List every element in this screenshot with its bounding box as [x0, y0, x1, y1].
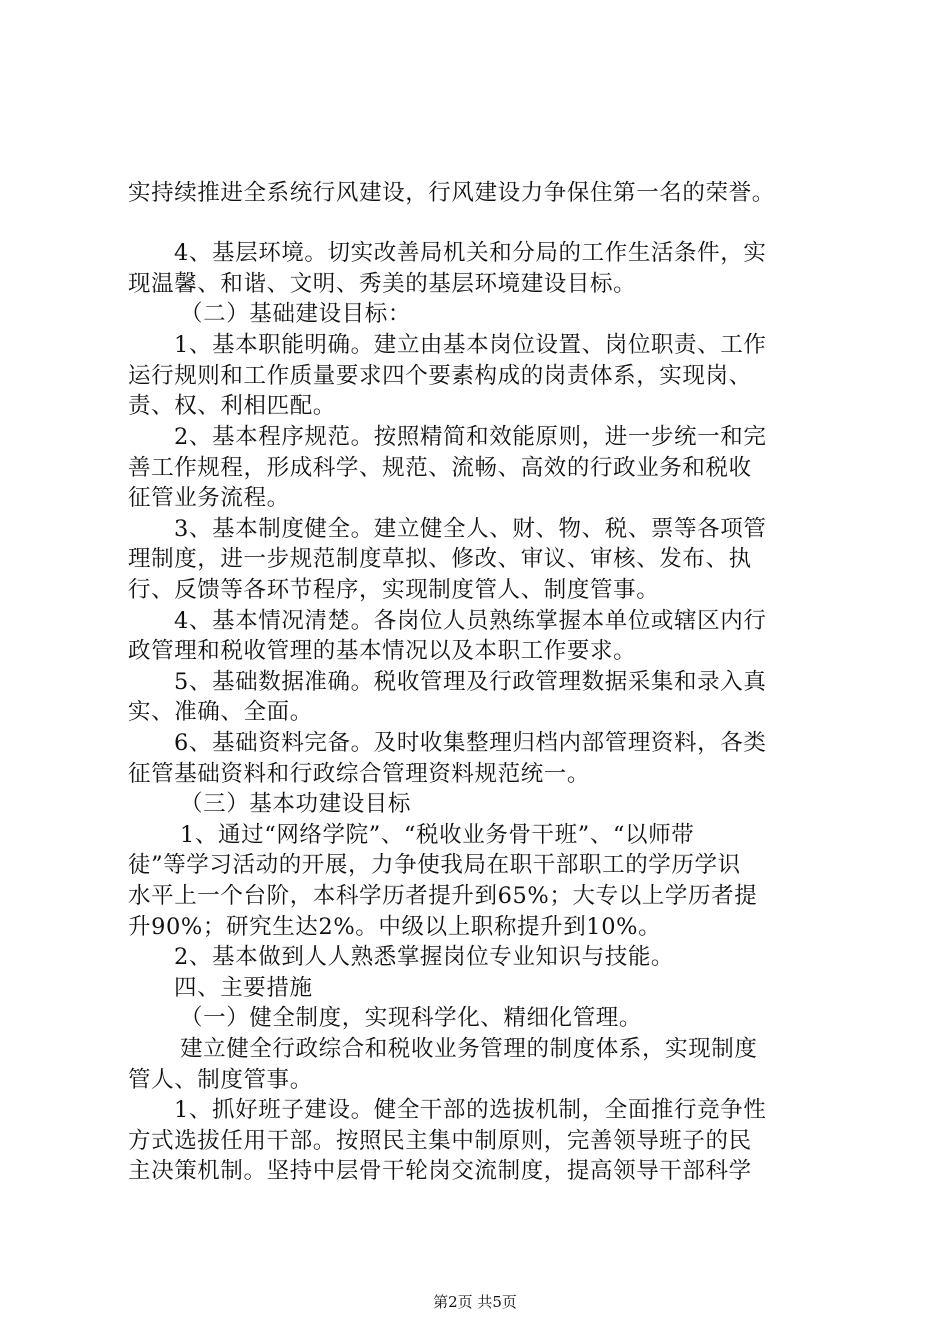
section-heading: （二）基础建设目标： — [180, 301, 412, 327]
body-text-line: 征管基础资料和行政综合管理资料规范统一。 — [128, 761, 591, 787]
body-text-line: 建立健全行政综合和税收业务管理的制度体系，实现制度 — [180, 1036, 758, 1062]
body-text-line: 徒”等学习活动的开展，力争使我局在职干部职工的学历学识 — [128, 852, 741, 878]
body-text-line: 理制度，进一步规范制度草拟、修改、审议、审核、发布、执 — [128, 546, 752, 572]
section-heading: （三）基本功建设目标 — [180, 791, 412, 817]
body-text-line: 实持续推进全系统行风建设，行风建设力争保住第一名的荣誉。 — [128, 180, 775, 206]
body-text-line: 方式选拔任用干部。按照民主集中制原则，完善领导班子的民 — [128, 1128, 752, 1154]
body-text-line: 运行规则和工作质量要求四个要素构成的岗责体系，实现岗、 — [128, 363, 752, 389]
body-text-line: 责、权、利相匹配。 — [128, 393, 336, 419]
section-heading: （一）健全制度，实现科学化、精细化管理。 — [180, 1005, 643, 1031]
body-text-line: 3、基本制度健全。建立健全人、财、物、税、票等各项管 — [174, 516, 767, 542]
body-text-line: 2、基本程序规范。按照精简和效能原则，进一步统一和完 — [174, 424, 767, 450]
section-heading: 四、主要措施 — [174, 975, 313, 1001]
page-number-footer: 第2页 共5页 — [433, 1293, 517, 1311]
body-text-line: 行、反馈等各环节程序，实现制度管人、制度管事。 — [128, 577, 660, 603]
body-text-line: 善工作规程，形成科学、规范、流畅、高效的行政业务和税收 — [128, 455, 752, 481]
body-text-line: 政管理和税收管理的基本情况以及本职工作要求。 — [128, 638, 637, 664]
body-text-line: 5、基础数据准确。税收管理及行政管理数据采集和录入真 — [174, 669, 767, 695]
body-text-line: 6、基础资料完备。及时收集整理归档内部管理资料，各类 — [174, 730, 767, 756]
body-text-line: 4、基本情况清楚。各岗位人员熟练掌握本单位或辖区内行 — [174, 608, 767, 634]
body-text-line: 1、基本职能明确。建立由基本岗位设置、岗位职责、工作 — [174, 332, 767, 358]
body-text-line: 升90%；研究生达2%。中级以上职称提升到10%。 — [128, 914, 662, 940]
body-text-line: 现温馨、和谐、文明、秀美的基层环境建设目标。 — [128, 271, 637, 297]
body-text-line: 征管业务流程。 — [128, 485, 290, 511]
body-text-line: 1、通过“网络学院”、“税收业务骨干班”、“以师带 — [180, 822, 695, 848]
body-text-line: 4、基层环境。切实改善局机关和分局的工作生活条件，实 — [174, 240, 767, 266]
body-text-line: 1、抓好班子建设。健全干部的选拔机制，全面推行竞争性 — [174, 1097, 767, 1123]
body-text-line: 水平上一个台阶，本科学历者提升到65%；大专以上学历者提 — [128, 883, 758, 909]
body-text-line: 管人、制度管事。 — [128, 1067, 313, 1093]
body-text-line: 2、基本做到人人熟悉掌握岗位专业知识与技能。 — [174, 944, 675, 970]
body-text-line: 实、准确、全面。 — [128, 699, 313, 725]
body-text-line: 主决策机制。坚持中层骨干轮岗交流制度，提高领导干部科学 — [128, 1158, 752, 1184]
